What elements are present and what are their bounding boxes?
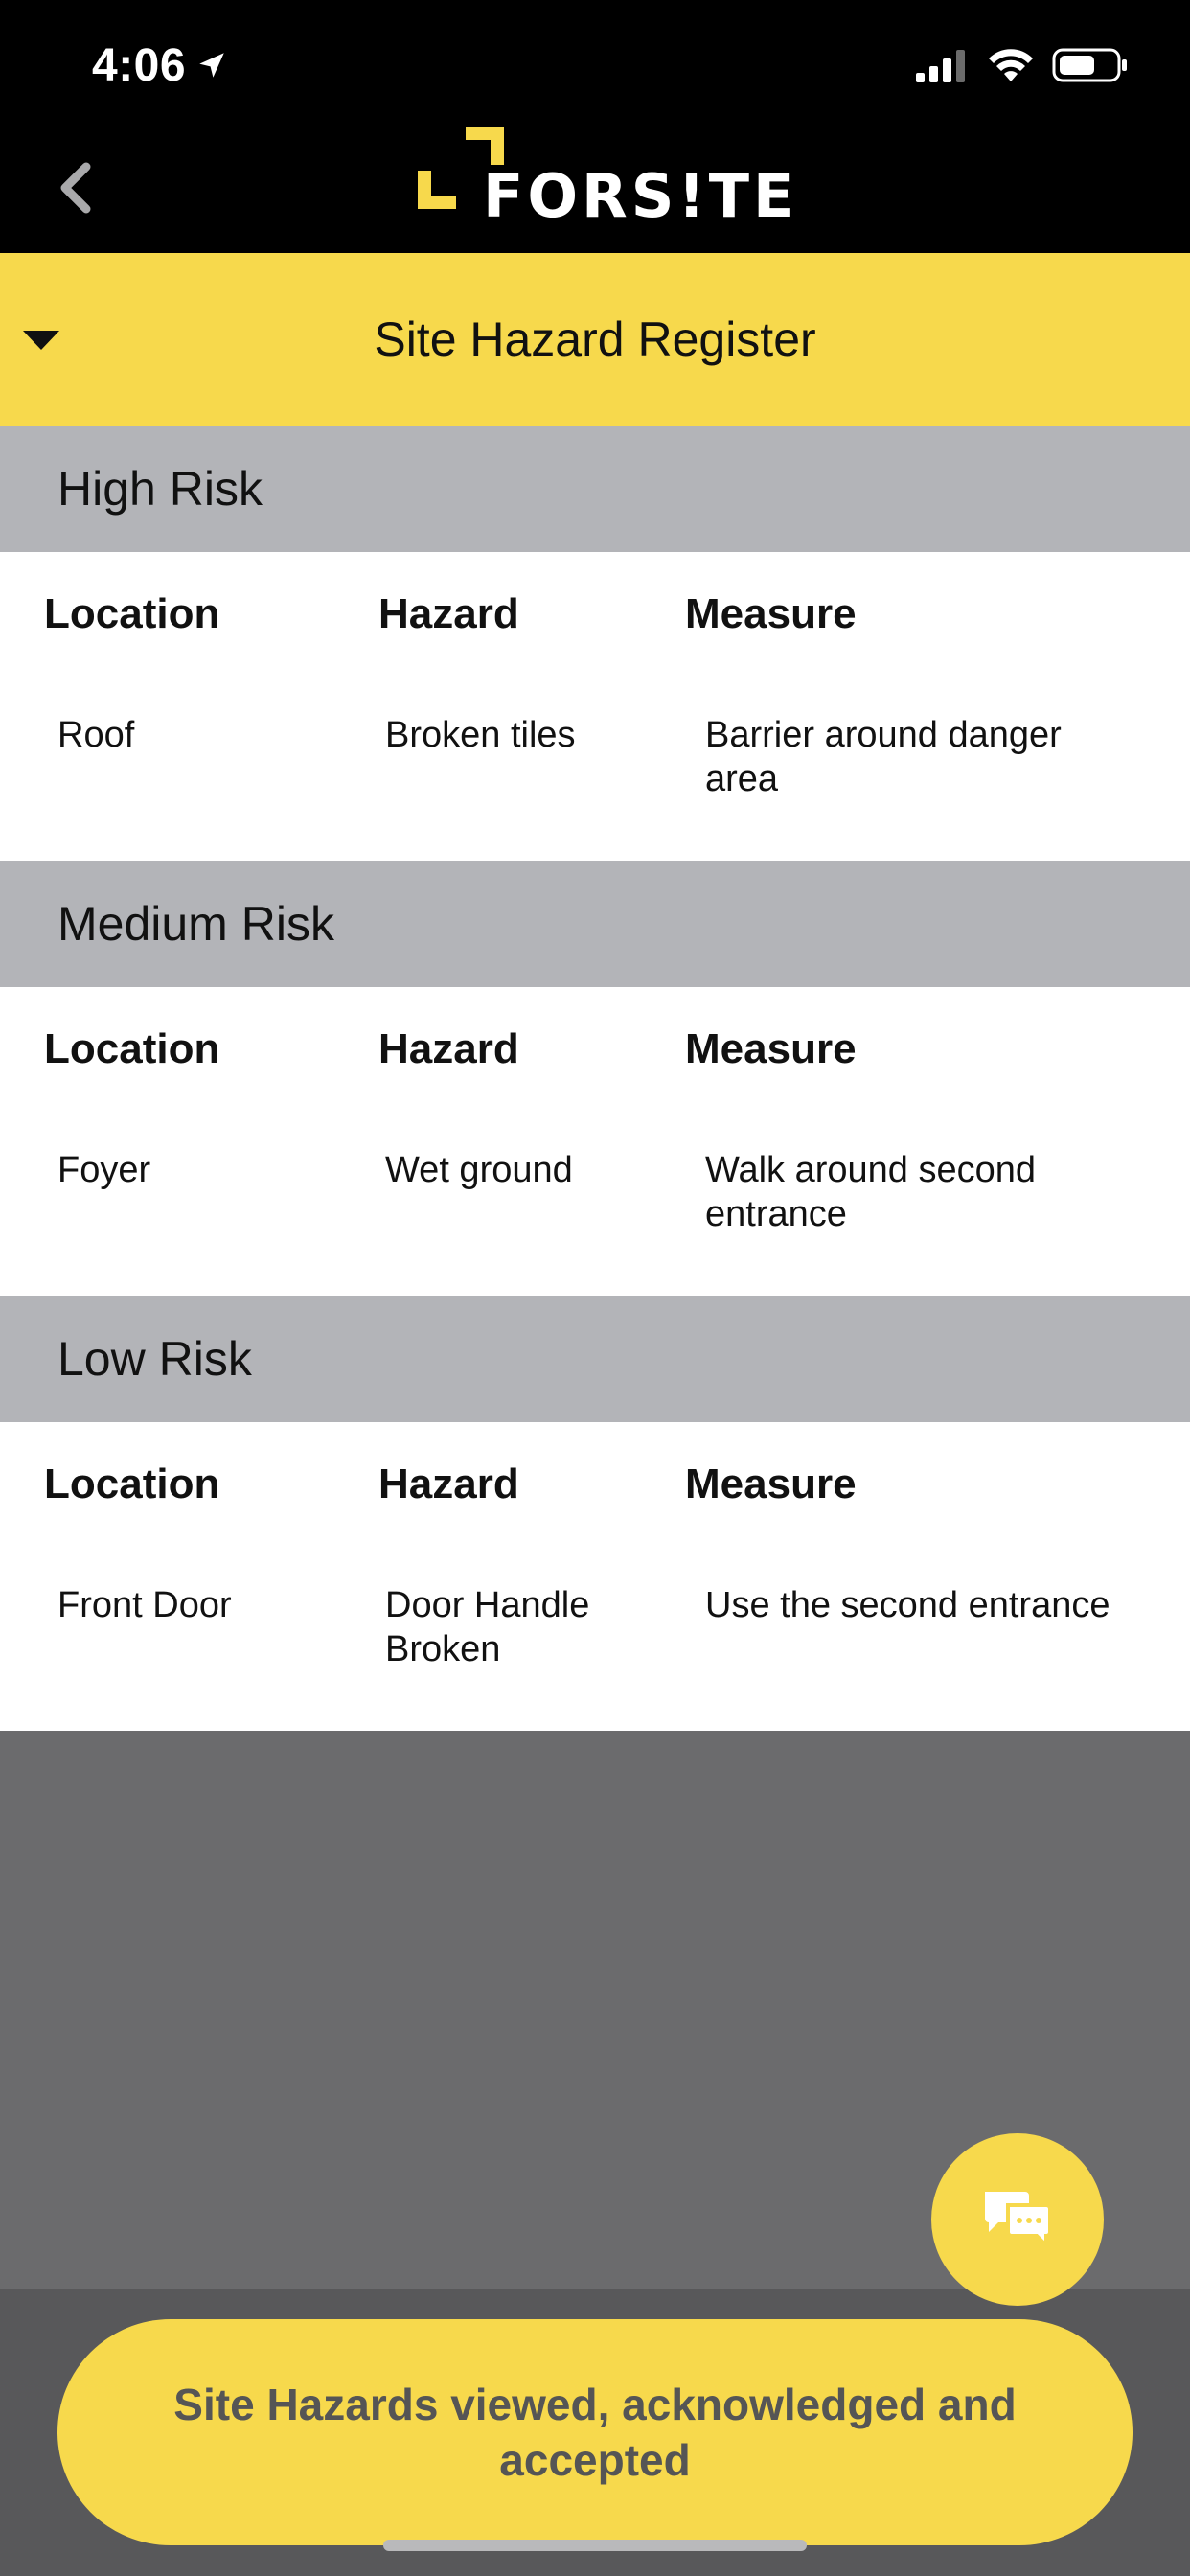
home-indicator[interactable] bbox=[383, 2540, 807, 2551]
site-hazard-register-header[interactable] bbox=[0, 253, 1190, 426]
risk-title-bar bbox=[0, 426, 1190, 552]
logo-bracket-bottom-left bbox=[418, 171, 456, 209]
risk-title: High Risk bbox=[57, 462, 263, 516]
chat-button[interactable] bbox=[931, 2133, 1104, 2306]
cell-hazard: Broken tiles bbox=[385, 715, 576, 755]
wifi-icon bbox=[987, 47, 1035, 83]
risk-title-bar bbox=[0, 1296, 1190, 1422]
cell-location: Roof bbox=[57, 715, 135, 755]
column-header-location: Location bbox=[44, 1025, 220, 1072]
battery-icon bbox=[1052, 47, 1129, 83]
cell-hazard: Door Handle Broken bbox=[385, 1585, 590, 1669]
status-icons bbox=[916, 42, 1129, 88]
column-header-measure: Measure bbox=[685, 1460, 857, 1507]
risk-title-bar bbox=[0, 861, 1190, 987]
column-header-location: Location bbox=[44, 590, 220, 637]
cell-location: Front Door bbox=[57, 1585, 232, 1625]
cell-hazard: Wet ground bbox=[385, 1150, 573, 1190]
cell-measure: Walk around second entrance bbox=[705, 1150, 1037, 1234]
column-header-measure: Measure bbox=[685, 590, 857, 637]
risk-title: Medium Risk bbox=[57, 897, 334, 951]
logo-bracket-top-right bbox=[466, 126, 504, 165]
status-time-label: 4:06 bbox=[92, 39, 187, 91]
logo-text: FORS!TE bbox=[483, 161, 798, 231]
column-header-location: Location bbox=[44, 1460, 220, 1507]
risk-table bbox=[0, 552, 1190, 861]
risk-group-low bbox=[0, 1296, 1190, 1731]
cell-measure: Barrier around danger area bbox=[705, 715, 1062, 799]
column-header-measure: Measure bbox=[685, 1025, 857, 1072]
page-title: Site Hazard Register bbox=[374, 312, 816, 366]
acknowledge-button[interactable] bbox=[57, 2319, 1133, 2545]
cell-measure: Use the second entrance bbox=[705, 1585, 1110, 1625]
location-arrow-icon bbox=[195, 49, 228, 81]
forsite-logo bbox=[418, 123, 798, 234]
column-header-hazard: Hazard bbox=[378, 590, 519, 637]
chevron-left-icon bbox=[56, 161, 94, 215]
cellular-signal-icon bbox=[916, 48, 970, 82]
top-bar bbox=[0, 0, 1190, 253]
risk-title: Low Risk bbox=[57, 1332, 252, 1386]
cell-location: Foyer bbox=[57, 1150, 151, 1190]
risk-table bbox=[0, 987, 1190, 1296]
status-time bbox=[92, 34, 228, 96]
chat-bubbles-icon bbox=[981, 2188, 1054, 2251]
risk-group-high bbox=[0, 426, 1190, 861]
risk-group-medium bbox=[0, 861, 1190, 1296]
risk-table bbox=[0, 1422, 1190, 1731]
acknowledge-button-label: Site Hazards viewed, acknowledged and accepted bbox=[173, 2380, 1017, 2485]
back-button[interactable] bbox=[48, 153, 102, 222]
column-header-hazard: Hazard bbox=[378, 1025, 519, 1072]
column-header-hazard: Hazard bbox=[378, 1460, 519, 1507]
